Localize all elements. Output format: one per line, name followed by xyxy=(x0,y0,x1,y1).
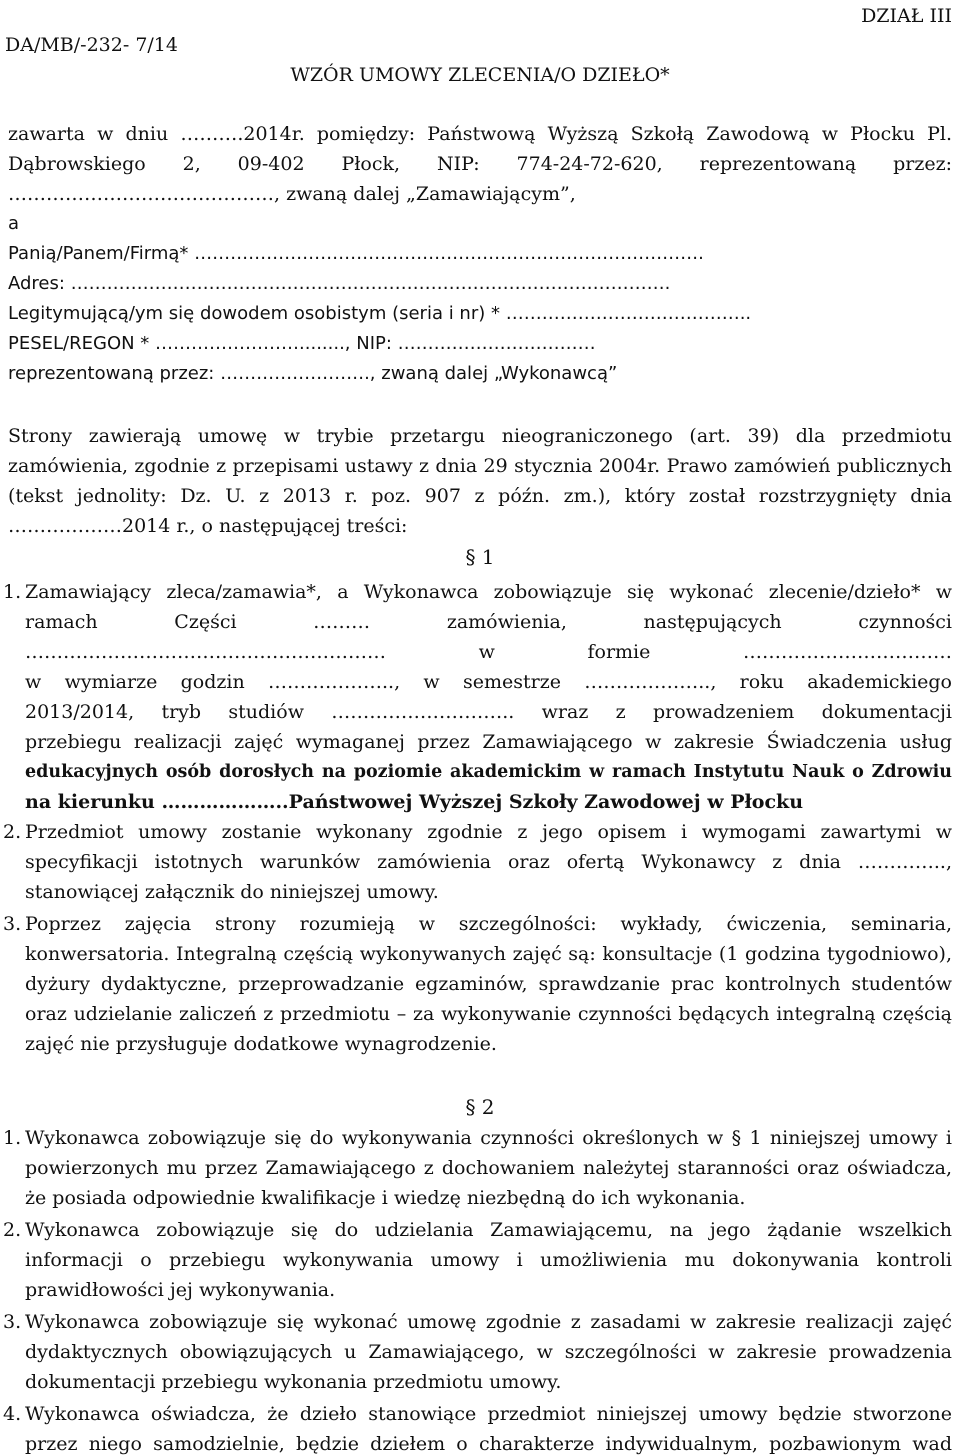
paragraph-number: 3. xyxy=(3,913,22,935)
intro-line: reprezentowaną przez: ……………………., zwaną dalej „Wykonawcą” xyxy=(8,363,618,384)
paragraph-line: że posiada odpowiednie kwalifikacje i wiedzę niezbędną do ich wykonania. xyxy=(25,1187,746,1209)
paragraph-line: zajęć nie przysługuje dodatkowe wynagrodzenie. xyxy=(25,1033,497,1055)
document-reference: DA/MB/-232- 7/14 xyxy=(5,34,178,56)
paragraph-line: przez niego samodzielnie, będzie dziełem o charakterze indywidualnym, pozbawionym wad xyxy=(25,1433,952,1455)
paragraph-line: na kierunku ………………..Państwowej Wyższej Szkoły Zawodowej w Płocku xyxy=(25,791,804,813)
paragraph-line: Zamawiający zleca/zamawia*, a Wykonawca zobowiązuje się wykonać zlecenie/dzieło* w xyxy=(25,581,952,603)
paragraph-number: 1. xyxy=(3,581,22,603)
paragraph-number: 1. xyxy=(3,1127,22,1149)
intro-line: PESEL/REGON * ……………………........, NIP: …………………………… xyxy=(8,333,596,354)
intro-line: Dąbrowskiego 2, 09-402 Płock, NIP: 774-24-72-620, reprezentowaną przez: xyxy=(8,153,952,175)
paragraph-line: powierzonych mu przez Zamawiającego z dochowaniem należytej staranności oraz oświadcza, xyxy=(25,1157,952,1179)
intro-line: a xyxy=(8,213,20,234)
paragraph-number: 2. xyxy=(3,1219,22,1241)
section-heading: § 2 xyxy=(465,1095,495,1119)
intro-line: ……………………………………, zwaną dalej „Zamawiającym”, xyxy=(8,183,576,205)
section-heading: § 1 xyxy=(465,545,495,569)
paragraph-line: Wykonawca zobowiązuje się do wykonywania czynności określonych w § 1 niniejszej umowy i xyxy=(25,1127,952,1149)
paragraph-line: dydaktycznych obowiązujących u Zamawiającego, w szczególności w zakresie prowadzenia xyxy=(25,1341,952,1363)
intro-line: zawarta w dniu ……….2014r. pomiędzy: Państwową Wyższą Szkołą Zawodową w Płocku Pl. xyxy=(8,123,952,145)
paragraph-line: Wykonawca oświadcza, że dzieło stanowiące przedmiot niniejszej umowy będzie stworzone xyxy=(25,1403,952,1425)
paragraph-line: edukacyjnych osób dorosłych na poziomie akademickim w ramach Instytutu Nauk o Zdrowiu xyxy=(25,762,952,782)
intro-line: Adres: ………………………………………………………………………………………. xyxy=(8,273,671,294)
paragraph-line: oraz udzielanie zaliczeń z przedmiotu – za wykonywanie czynności będących integralną częścią xyxy=(25,1003,952,1025)
paragraph-line: konwersatoria. Integralną częścią wykonywanych zajęć są: konsultacje (1 godzina tygodniowo), xyxy=(25,943,952,965)
paragraph-number: 2. xyxy=(3,821,22,843)
paragraph-line: ………………………………………………… w formie …………………………… xyxy=(25,641,952,663)
paragraph-line: informacji o przebiegu wykonywania umowy i umożliwienia mu dokonywania kontroli xyxy=(25,1249,952,1271)
document-title: WZÓR UMOWY ZLECENIA/O DZIEŁO* xyxy=(290,64,670,86)
paragraph-line: dokumentacji przebiegu wykonania przedmiotu umowy. xyxy=(25,1371,562,1393)
paragraph-line: Wykonawca zobowiązuje się wykonać umowę zgodnie z zasadami w zakresie realizacji zajęć xyxy=(25,1311,952,1333)
preamble-line: (tekst jednolity: Dz. U. z 2013 r. poz. 907 z późn. zm.), który został rozstrzygnięty dnia xyxy=(8,485,952,507)
intro-line: Panią/Panem/Firmą* …………………………………………………………………………. xyxy=(8,243,704,264)
paragraph-line: ramach Części ……… zamówienia, następujących czynności xyxy=(25,611,952,633)
paragraph-line: Poprzez zajęcia strony rozumieją w szczególności: wykłady, ćwiczenia, seminaria, xyxy=(25,913,952,935)
paragraph-line: Przedmiot umowy zostanie wykonany zgodnie z jego opisem i wymogami zawartymi w xyxy=(25,821,952,843)
preamble-line: ………………2014 r., o następującej treści: xyxy=(8,515,408,537)
paragraph-line: dyżury dydaktyczne, przeprowadzanie egzaminów, sprawdzanie prac kontrolnych studentów xyxy=(25,973,952,995)
preamble-line: zamówienia, zgodnie z przepisami ustawy z dnia 29 stycznia 2004r. Prawo zamówień publicznych xyxy=(8,455,952,477)
paragraph-line: Wykonawca zobowiązuje się do udzielania Zamawiającemu, na jego żądanie wszelkich xyxy=(25,1219,952,1241)
paragraph-line: specyfikacji istotnych warunków zamówienia oraz ofertą Wykonawcy z dnia ………….., xyxy=(25,851,952,873)
section-label: DZIAŁ III xyxy=(861,5,952,27)
paragraph-line: w wymiarze godzin ……………….., w semestrze ……………….., roku akademickiego xyxy=(25,671,952,693)
paragraph-line: stanowiącej załącznik do niniejszej umowy. xyxy=(25,881,439,903)
paragraph-number: 3. xyxy=(3,1311,22,1333)
paragraph-number: 4. xyxy=(3,1403,22,1425)
intro-line: Legitymującą/ym się dowodem osobistym (seria i nr) * ………………………………….. xyxy=(8,303,752,324)
paragraph-line: przebiegu realizacji zajęć wymaganej przez Zamawiającego w zakresie Świadczenia usług xyxy=(25,731,952,753)
paragraph-line: prawidłowości jej wykonywania. xyxy=(25,1279,336,1301)
paragraph-line: 2013/2014, tryb studiów ……………………….. wraz z prowadzeniem dokumentacji xyxy=(25,701,952,723)
preamble-line: Strony zawierają umowę w trybie przetargu nieograniczonego (art. 39) dla przedmiotu xyxy=(8,425,952,447)
